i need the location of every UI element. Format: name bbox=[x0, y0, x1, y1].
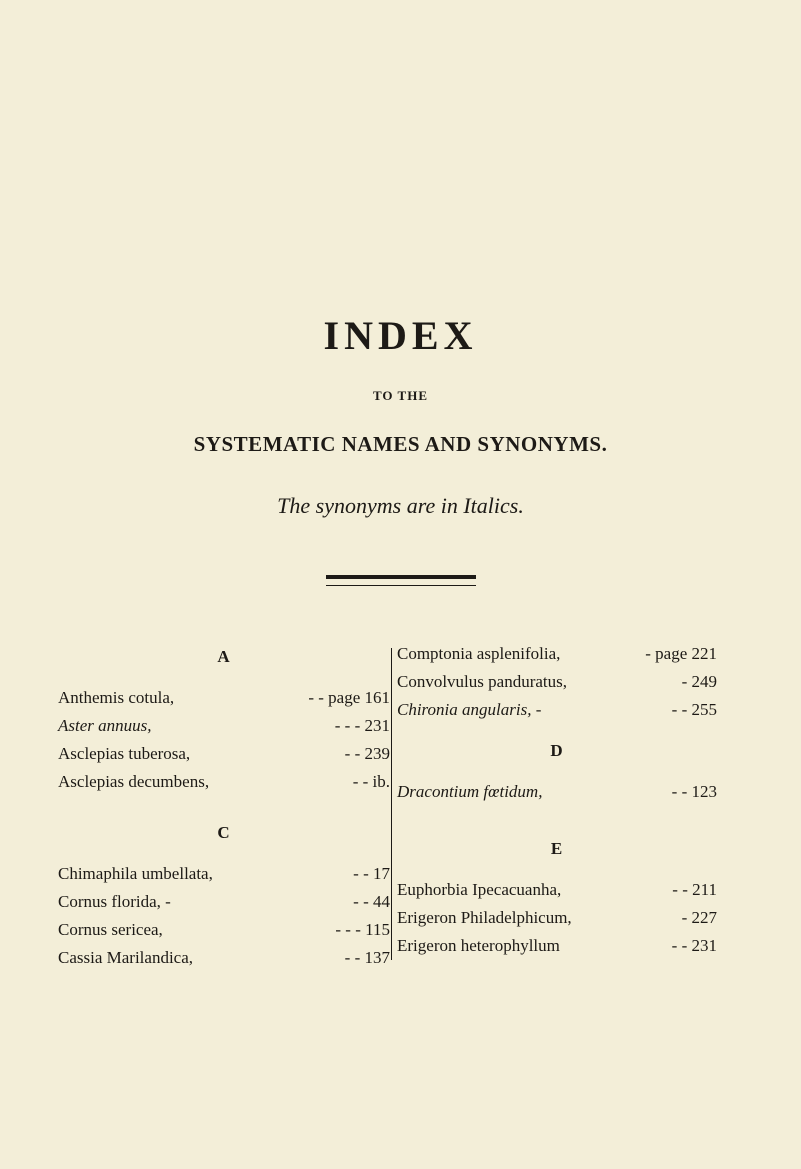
entry-name: Cornus florida, - bbox=[58, 892, 171, 911]
entry-name: Euphorbia Ipecacuanha, bbox=[397, 880, 562, 899]
entry-page: - 249 bbox=[681, 672, 717, 691]
list-item bbox=[397, 932, 717, 960]
entry-page: - - 211 bbox=[672, 880, 717, 899]
list-item bbox=[58, 916, 390, 944]
list-item bbox=[397, 904, 717, 932]
entry-name: Comptonia asplenifolia, bbox=[397, 644, 561, 663]
entry-name: Erigeron heterophyllum bbox=[397, 936, 560, 955]
entry-name: Chimaphila umbellata, bbox=[58, 864, 213, 883]
entry-name: Cassia Marilandica, bbox=[58, 948, 194, 967]
column-divider bbox=[391, 648, 392, 960]
entry-page: - - 44 bbox=[353, 892, 390, 911]
section-letter-c: C bbox=[217, 823, 231, 842]
list-item bbox=[58, 944, 390, 972]
entry-page: - - - 231 bbox=[334, 716, 390, 735]
section-letter-d: D bbox=[550, 741, 564, 760]
entry-name: Erigeron Philadelphicum, bbox=[397, 908, 572, 927]
entry-page: - - 255 bbox=[671, 700, 717, 719]
list-item bbox=[397, 668, 717, 696]
list-item bbox=[58, 768, 390, 796]
list-item bbox=[58, 684, 390, 712]
thin-rule bbox=[326, 585, 476, 586]
list-item bbox=[58, 740, 390, 768]
list-item bbox=[58, 712, 390, 740]
list-item bbox=[397, 640, 717, 668]
entry-name: Cornus sericea, bbox=[58, 920, 163, 939]
entry-name: Asclepias decumbens, bbox=[58, 772, 210, 791]
entry-page: - page 221 bbox=[645, 644, 717, 663]
entry-page: - - 239 bbox=[344, 744, 390, 763]
left-column bbox=[58, 640, 390, 972]
page-subtitle: SYSTEMATIC NAMES AND SYNONYMS. bbox=[193, 432, 608, 456]
list-item bbox=[397, 778, 717, 806]
italics-note: The synonyms are in Italics. bbox=[277, 493, 524, 518]
list-item bbox=[58, 888, 390, 916]
entry-name: Dracontium fœtidum, bbox=[397, 782, 543, 801]
section-letter-a: A bbox=[217, 647, 231, 666]
right-column bbox=[397, 640, 717, 960]
list-item bbox=[58, 860, 390, 888]
page-title: INDEX bbox=[323, 313, 478, 358]
to-the-caption: TO THE bbox=[372, 388, 429, 403]
entry-page: - - ib. bbox=[352, 772, 390, 791]
entry-name: Asclepias tuberosa, bbox=[58, 744, 191, 763]
entry-name: Convolvulus panduratus, bbox=[397, 672, 567, 691]
entry-page: - - page 161 bbox=[308, 688, 390, 707]
entry-name: Aster annuus, bbox=[58, 716, 152, 735]
entry-name: Chironia angularis, - bbox=[397, 700, 542, 719]
entry-page: - 227 bbox=[681, 908, 717, 927]
thick-rule bbox=[326, 575, 476, 579]
entry-page: - - - 115 bbox=[335, 920, 390, 939]
entry-page: - - 137 bbox=[344, 948, 390, 967]
entry-page: - - 231 bbox=[671, 936, 717, 955]
entry-page: - - 123 bbox=[671, 782, 717, 801]
list-item bbox=[397, 696, 717, 724]
section-letter-e: E bbox=[550, 839, 564, 858]
list-item bbox=[397, 876, 717, 904]
entry-name: Anthemis cotula, bbox=[58, 688, 175, 707]
entry-page: - - 17 bbox=[353, 864, 390, 883]
